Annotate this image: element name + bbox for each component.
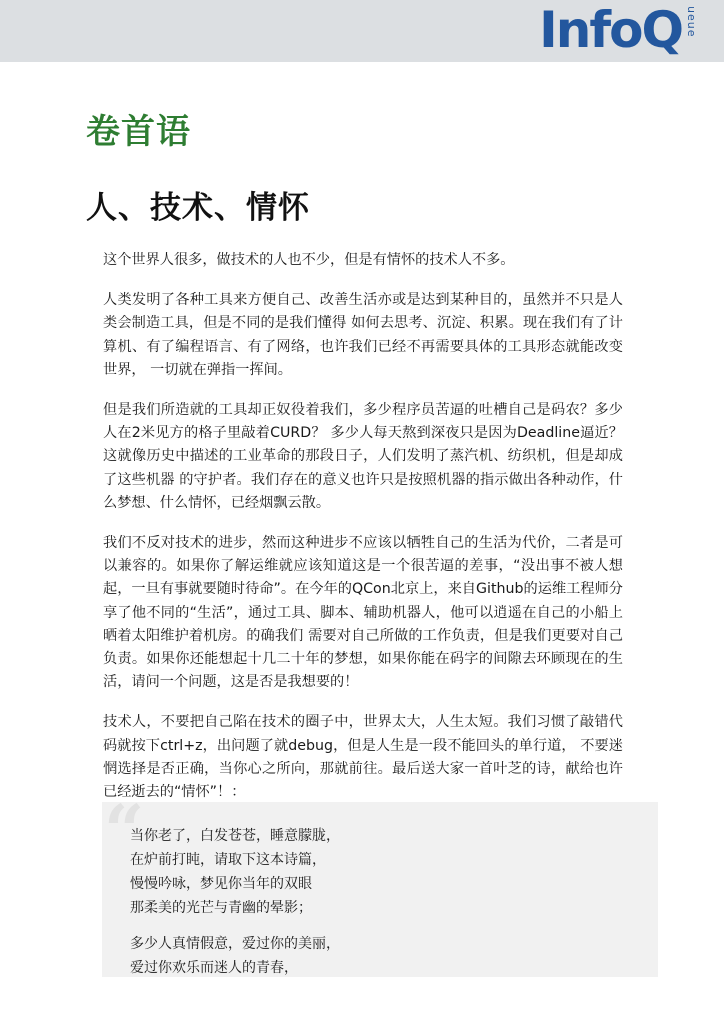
poem-stanza bbox=[130, 824, 630, 920]
poem-quote-block bbox=[102, 802, 658, 977]
infoq-logo bbox=[539, 2, 698, 58]
paragraph: 但是我们所造就的工具却正奴役着我们，多少程序员苦逼的吐槽自己是码农？多少人在2米见方的格子里敲着CURD？ 多少人每天熬到深夜只是因为Deadline逼近？这就像历史中描述的工业革命的那段日子，人们发明了蒸汽机、纺织机，但是却成了这些机器 的守护者。我们存在的意义也许只是按照机器的指示做出各种动作，什么梦想、什么情怀，已经烟飘云散。 bbox=[103, 402, 623, 511]
poem-line: 慢慢吟咏，梦见你当年的双眼 bbox=[130, 876, 312, 892]
paragraph: 技术人，不要把自己陷在技术的圈子中，世界太大，人生太短。我们习惯了敲错代码就按下ctrl+z，出问题了就debug，但是人生是一段不能回头的单行道， 不要迷惘选择是否正确，当你心之所向，那就前往。最后送大家一首叶芝的诗，献给也许已经逝去的“情怀”！： bbox=[103, 714, 623, 801]
poem-line: 多少人真情假意，爱过你的美丽， bbox=[130, 936, 340, 952]
paragraph: 我们不反对技术的进步，然而这种进步不应该以牺牲自己的生活为代价，二者是可以兼容的。如果你了解运维就应该知道这是一个很苦逼的差事，“没出事不被人想起，一旦有事就要随时待命”。在今年的QCon北京上，来自Github的运维工程师分享了他不同的“生活”，通过工具、脚本、辅助机器人，他可以逍遥在自己的小船上晒着太阳维护着机房。的确我们 需要对自己所做的工作负责，但是我们更要对自己负责。如果你还能想起十几二十年的梦想，如果你能在码字的间隙去环顾现在的生活，请问一个问题，这是否是我想要的！ bbox=[103, 535, 623, 691]
poem-line: 爱过你欢乐而迷人的青春， bbox=[130, 960, 298, 976]
poem-stanza bbox=[130, 932, 630, 977]
section-title: 卷首语 bbox=[86, 112, 191, 152]
logo-wordmark: Info bbox=[539, 1, 642, 59]
logo-q: Q bbox=[641, 1, 682, 59]
poem-line: 当你老了，白发苍苍，睡意朦胧， bbox=[130, 828, 340, 844]
paragraph: 人类发明了各种工具来方便自己、改善生活亦或是达到某种目的，虽然并不只是人类会制造工具，但是不同的是我们懂得 如何去思考、沉淀、积累。现在我们有了计算机、有了编程语言、有了网络，也许我们已经不再需要具体的工具形态就能改变世界， 一切就在弹指一挥间。 bbox=[103, 292, 623, 378]
article-title: 人、技术、情怀 bbox=[86, 190, 310, 226]
page-header bbox=[0, 0, 724, 62]
poem-body bbox=[130, 824, 630, 977]
logo-queue-text: ueue bbox=[685, 6, 698, 38]
article-body bbox=[103, 249, 623, 821]
paragraph: 这个世界人很多，做技术的人也不少，但是有情怀的技术人不多。 bbox=[103, 252, 515, 268]
poem-line: 那柔美的光芒与青幽的晕影； bbox=[130, 900, 312, 916]
poem-line: 在炉前打盹，请取下这本诗篇， bbox=[130, 852, 326, 868]
quote-mark-icon: “ bbox=[104, 802, 145, 872]
